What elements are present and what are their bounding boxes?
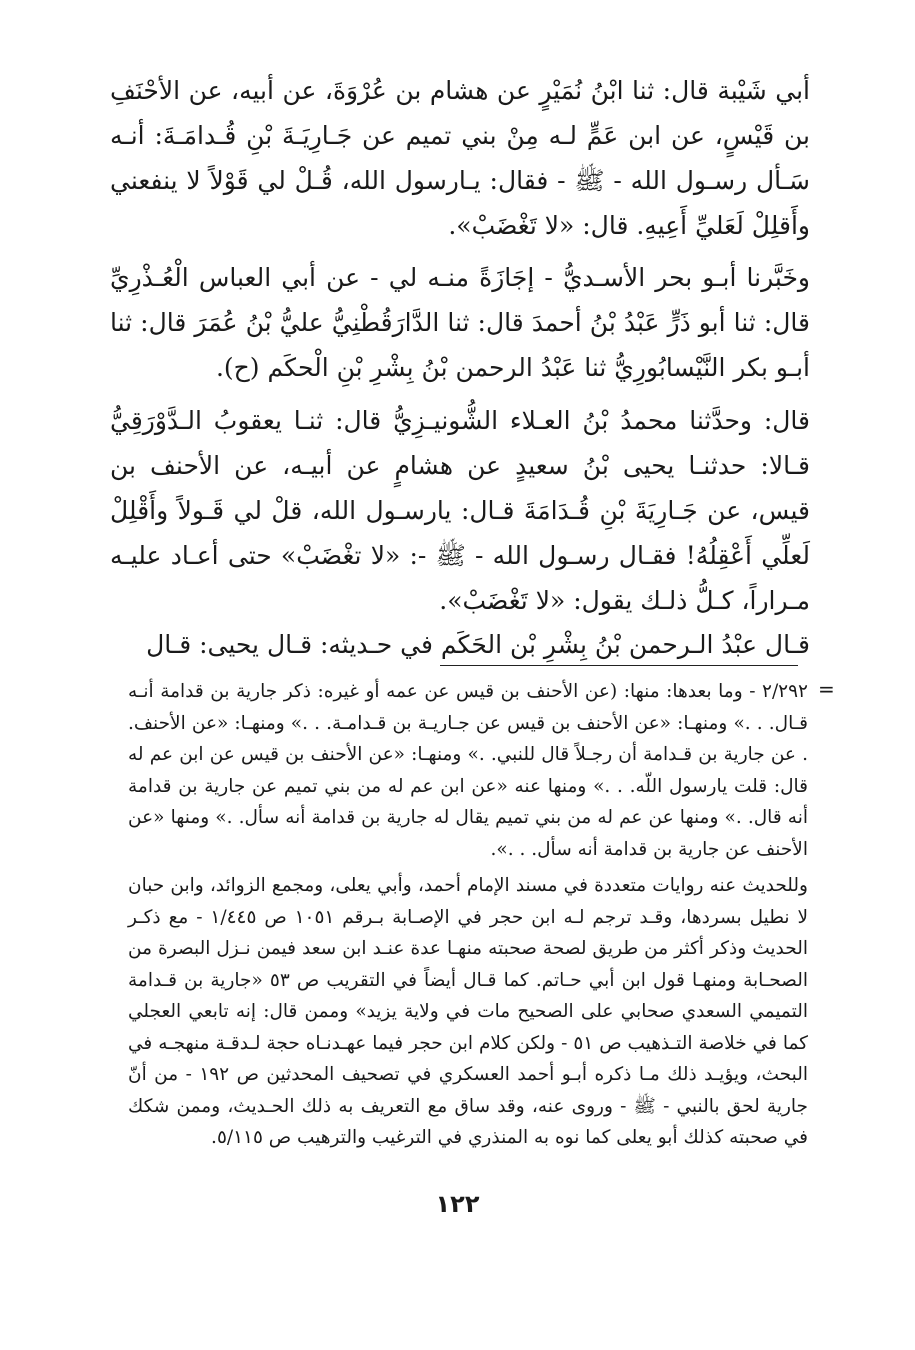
paragraph-text: قال: وحدَّثنا محمدُ بْنُ العـلاء الشُّونيـزِيُّ قال: ثنـا يعقوبُ الـدَّوْرَقِيُّ قـالا: حدثنـا يحيى بْنُ سعيدٍ عن هشامٍ عن أبيـه، عن الأحنف بن قيس، عن جَـارِيَةَ بْنِ قُـدَامَةَ قـال: يارسـول الله، قلْ لي قَـولاً وأَقْلِلْ لَعلِّي أَعْقِلُهُ! فقـال رسـول الله - ﷺ -: «لا تغْضَبْ» حتى أعـاد عليـه مـراراً، كـلُّ ذلـك يقول: «لا تَغْضَبْ». xyxy=(110,406,810,615)
page-number: ١٢٢ xyxy=(435,1190,480,1218)
main-text-paragraph-1 xyxy=(110,68,810,248)
footnote-continuation-marker: = xyxy=(818,677,835,701)
footnote-block-1 xyxy=(128,676,808,865)
footnote-block-2 xyxy=(128,870,808,1154)
footnote-text: وللحديث عنه روايات متعددة في مسند الإمام أحمد، وأبي يعلى، ومجمع الزوائد، وابن حبان لا نطيل بسردها، وقـد ترجم لـه ابن حجر في الإصـابة بـرقم ١٠٥١ ص ١/٤٤٥ - مع ذكـر الحديث وذكر أكثر من طريق لصحة صحبته منهـا عدة عنـد ابن سعد فيمن نـزل البصرة من الصحـابة ومنهـا قول ابن أبي حـاتم. كما قـال أيضاً في التقريب ص ٥٣ «جارية بن قـدامة التميمي السعدي صحابي على الصحيح مات في ولاية يزيد» وممن قال: إنه تابعي العجلي كما في خلاصة التـذهيب ص ٥١ - ولكن كلام ابن حجر فيما عهـدنـاه حجة لـدقـة منهجـه في البحث، ويؤيـد ذلك مـا ذكره أبـو أحمد العسكري في تصحيف المحدثين ص ١٩٢ - من أنّ جارية لحق بالنبي - ﷺ - وروى عنه، وقد ساق مع التعريف به ذلك الحـديث، وممن شكك في صحبته كذلك أبو يعلى كما نوه به المنذري في الترغيب والترهيب ص ٥/١١٥. xyxy=(128,875,808,1148)
main-text-paragraph-4 xyxy=(110,622,810,667)
main-text-paragraph-3 xyxy=(110,398,810,623)
paragraph-text: أبي شَيْبة قال: ثنا ابْنُ نُمَيْرٍ عن هشام بن عُرْوَةَ، عن أبيه، عن الأحْنَفِ بن قَيْسٍ، عن ابن عَمٍّ لـه مِنْ بني تميم عن جَـارِيَـةَ بْنِ قُـدامَـةَ: أنـه سَـأل رسـول الله - ﷺ - فقال: يـارسول الله، قُـلْ لي قَوْلاً لا ينفعني وأَقلِلْ لَعَليِّ أَعِيهِ. قال: «لا تَغْضَبْ». xyxy=(110,76,810,240)
footnote-text: ٢/٢٩٢ - وما بعدها: منها: (عن الأحنف بن قيس عن عمه أو غيره: ذكر جارية بن قدامة أنـه قـال. . .» ومنهـا: «عن الأحنف بن قيس عن جـاريـة بن قـدامـة. . .» ومنهـا: «عن الأحنف. . عن جارية بن قـدامة أن رجـلاً قال للنبي. .» ومنهـا: «عن الأحنف بن قيس عن ابن عم له قال: قلت يارسول اللّه. . .» ومنها عنه «عن ابن عم له من بني تميم عن جارية بن قدامة أنه قال. .» ومنها عن عم له من بني تميم يقال له جارية بن قدامة أنه سأل. .» ومنها «عن الأحنف عن جارية بن قدامة أنه سأل. . .». xyxy=(128,681,808,860)
footnote-separator-line xyxy=(440,665,798,666)
main-text-paragraph-2 xyxy=(110,255,810,390)
paragraph-text: وخَبَّرنا أبـو بحر الأسـديُّ - إجَازَةً منـه لي - عن أبي العباس الْعُـذْرِيِّ قال: ثنا أبو ذَرٍّ عَبْدُ بْنُ أحمدَ قال: ثنا الدَّارَقُطْنِيُّ عليُّ بْنُ عُمَرَ قال: ثنا أبـو بكر النَّيْسابُورِيُّ ثنا عَبْدُ الرحمن بْنُ بِشْرِ بْنِ الْحكَم (ح). xyxy=(110,263,810,382)
paragraph-text: قـال عبْدُ الـرحمن بْنُ بِشْرِ بْن الحَكَم في حـديثه: قـال يحيى: قـال xyxy=(146,630,810,659)
